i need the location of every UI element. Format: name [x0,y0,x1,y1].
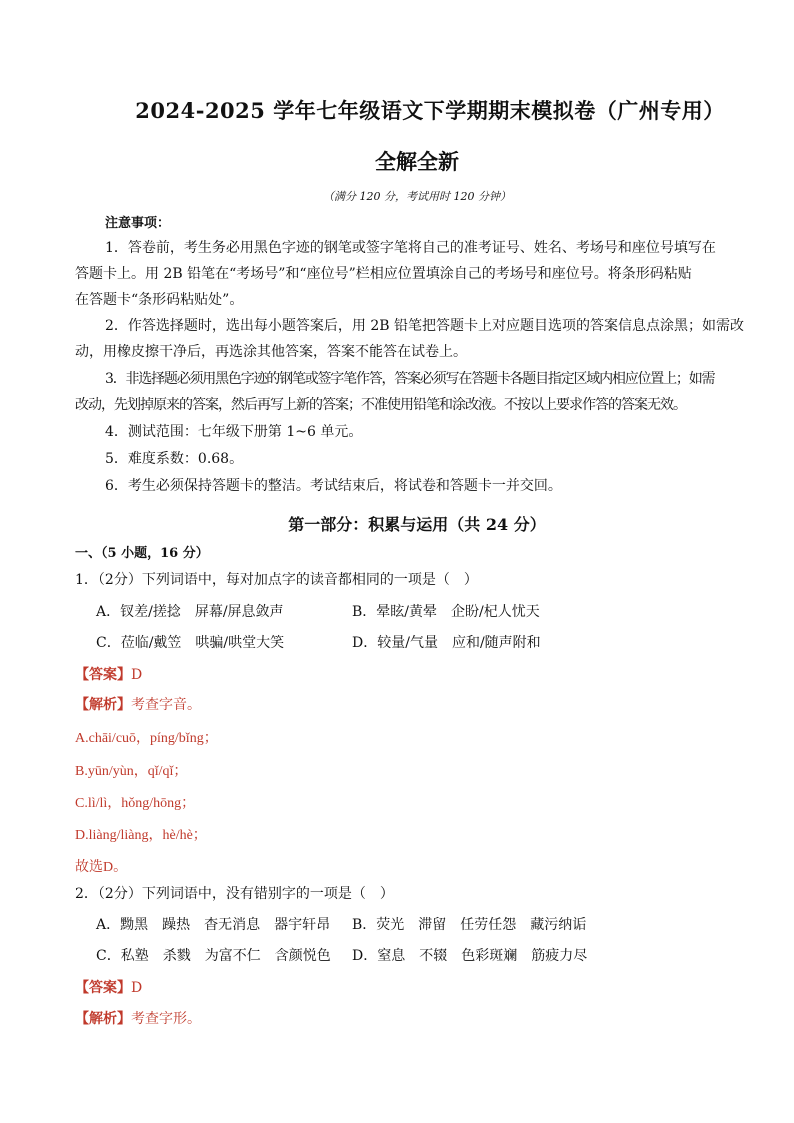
question-1-detail: C.lì/lì，hǒng/hōng； [75,796,196,811]
question-1-stem: 1．（2分）下列词语中，每对加点字的读音都相同的一项是（ ） [75,572,478,588]
notice-line: 动，用橡皮擦干净后，再选涂其他答案，答案不能答在试卷上。 [75,344,467,360]
question-1-option-a: A．钗差/搓捻 屏幕/屏息敛声 [96,604,284,620]
notice-line: 1．答卷前，考生务必用黑色字迹的钢笔或签字笔将自己的准考证号、姓名、考场号和座位号填写在 [105,240,716,256]
answer-tag: 【答案】 [75,667,131,683]
question-group-title: 一、（5 小题，16 分） [75,546,209,561]
question-1-option-b: B．晕眩/黄晕 企盼/杞人忧天 [352,604,540,620]
notice-line: 3．非选择题必须用黑色字迹的钢笔或签字笔作答，答案必须写在答题卡各题目指定区域内相应位置上；如需 [105,371,715,387]
analysis-text: 考查字音。 [131,697,201,713]
notice-line: 改动，先划掉原来的答案，然后再写上新的答案；不准使用铅笔和涂改液。不按以上要求作答的答案无效。 [75,397,686,413]
notice-line: 在答题卡“条形码粘贴处”。 [75,292,244,308]
question-1-detail: A.chāi/cuō，píng/bǐng； [75,731,218,746]
document-title: 2024-2025 学年七年级语文下学期期末模拟卷（广州专用） [135,98,725,123]
section-title: 第一部分：积累与运用（共 24 分） [288,515,546,534]
question-1-option-d: D．较量/气量 应和/随声附和 [352,635,541,651]
question-2-option-c: C．私塾 杀戮 为富不仁 含颜悦色 [96,948,331,964]
question-1-detail: D.liàng/liàng，hè/hè； [75,828,207,843]
notice-line: 6．考生必须保持答题卡的整洁。考试结束后，将试卷和答题卡一并交回。 [105,478,562,494]
notice-line: 4．测试范围：七年级下册第 1~6 单元。 [105,424,363,440]
question-2-option-d: D．窒息 不辍 色彩斑斓 筋疲力尽 [352,948,588,964]
analysis-tag: 【解析】 [75,697,131,713]
question-1-answer [75,664,142,684]
question-1-conclusion: 故选D。 [75,860,128,875]
score-note: （满分 120 分，考试用时 120 分钟） [323,190,511,203]
notice-heading: 注意事项： [105,216,171,231]
question-1-option-c: C．莅临/戴笠 哄骗/哄堂大笑 [96,635,285,651]
analysis-tag: 【解析】 [75,1011,131,1027]
answer-tag: 【答案】 [75,980,131,996]
question-2-option-b: B．荧光 滞留 任劳任怨 藏污纳诟 [352,917,587,933]
notice-line: 答题卡上。用 2B 铅笔在“考场号”和“座位号”栏相应位置填涂自己的考场号和座位号。将条形码粘贴 [75,266,692,282]
answer-value: D [131,667,143,683]
question-2-analysis [75,1008,201,1028]
question-1-analysis [75,694,201,714]
question-1-detail: B.yūn/yùn，qǐ/qǐ； [75,764,188,779]
question-2-answer [75,977,142,997]
question-2-stem: 2．（2分）下列词语中，没有错别字的一项是（ ） [75,886,394,902]
notice-line: 2．作答选择题时，选出每小题答案后，用 2B 铅笔把答题卡上对应题目选项的答案信息点涂黑；如需改 [105,318,745,334]
analysis-text: 考查字形。 [131,1011,201,1027]
notice-line: 5．难度系数：0.68。 [105,451,244,467]
answer-value: D [131,980,143,996]
question-2-option-a: A．黝黑 躁热 杳无消息 器宇轩昂 [96,917,331,933]
document-subtitle: 全解全新 [375,149,459,174]
